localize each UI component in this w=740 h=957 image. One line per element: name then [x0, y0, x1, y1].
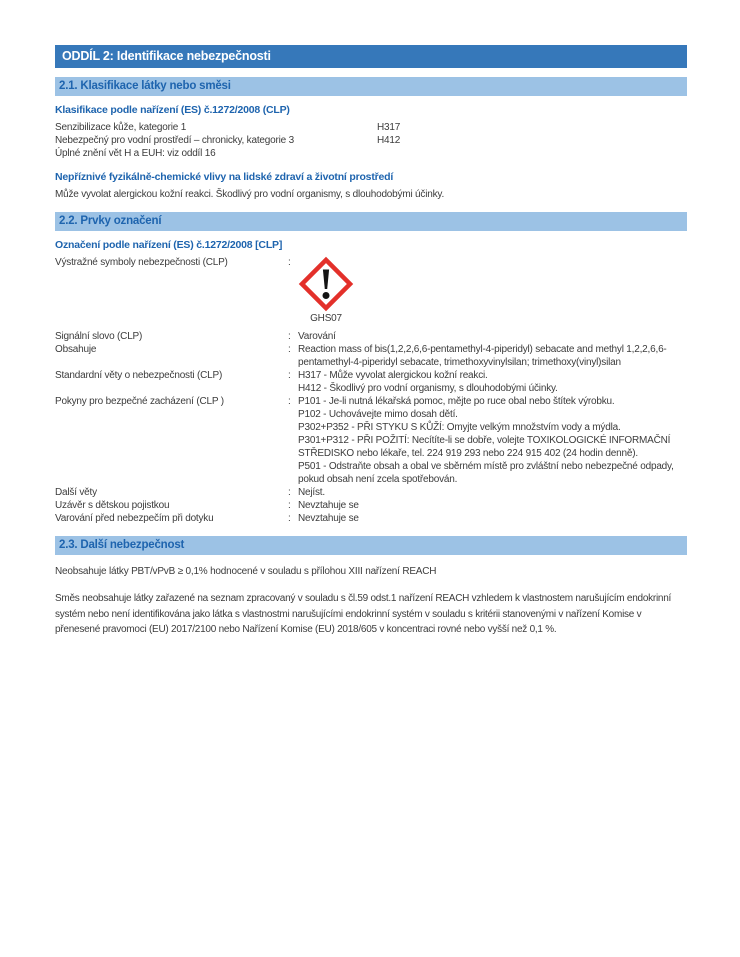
- colon-separator: :: [288, 396, 291, 407]
- colon-separator: :: [288, 370, 291, 381]
- hazard-class-name: Senzibilizace kůže, kategorie 1: [55, 122, 187, 133]
- section-2-3-bar: [55, 536, 687, 555]
- colon-separator: :: [288, 513, 291, 524]
- precautionary-statements-row: [55, 395, 687, 486]
- section-2-title: ODDÍL 2: Identifikace nebezpečnosti: [62, 49, 271, 63]
- tactile-warning-row: [55, 512, 687, 525]
- field-value: Varování: [298, 331, 336, 342]
- section-2-header-bar: [55, 45, 687, 68]
- hazard-pictograms-row: [55, 256, 687, 325]
- clp-labelling-heading: Označení podle nařízení (ES) č.1272/2008 [CLP]: [55, 239, 283, 251]
- field-value: Nejíst.: [298, 487, 325, 498]
- additional-phrases-row: [55, 486, 687, 499]
- field-value: Nevztahuje se: [298, 513, 359, 524]
- colon-separator: :: [288, 257, 291, 268]
- hazard-code: H317: [377, 122, 401, 133]
- classification-row: [55, 121, 687, 134]
- pbt-vpvb-statement: Neobsahuje látky PBT/vPvB ≥ 0,1% hodnocené v souladu s přílohou XIII nařízení REACH: [55, 566, 437, 577]
- ghs07-exclamation-pictogram-icon: [298, 256, 354, 312]
- adverse-effects-text: Může vyvolat alergickou kožní reakci. Škodlivý pro vodní organismy, s dlouhodobými účinky.: [55, 189, 445, 200]
- field-value: P102 - Uchovávejte mimo dosah dětí.: [298, 409, 458, 420]
- signal-word-row: [55, 330, 687, 343]
- clp-classification-heading: Klasifikace podle nařízení (ES) č.1272/2008 (CLP): [55, 104, 290, 116]
- colon-separator: :: [288, 487, 291, 498]
- child-resistant-closure-row: [55, 499, 687, 512]
- field-value: P101 - Je-li nutná lékařská pomoc, mějte po ruce obal nebo štítek výrobku.: [298, 396, 615, 407]
- field-label: Další věty: [55, 487, 97, 498]
- colon-separator: :: [288, 344, 291, 355]
- contains-row: [55, 343, 687, 369]
- endocrine-disruptor-paragraph: Směs neobsahuje látky zařazené na seznam zpracovaný v souladu s čl.59 odst.1 nařízení REACH vzhledem k vlastnostem narušujícím endokrinní systém nebo není identifikována jako látka s vlastnostmi narušujícími endokrinní systém v souladu s kritérii stanovenými v nařízení Komise v přenesené pravomoci (EU) 2017/2100 nebo Nařízení Komise (EU) 2018/605 v koncentraci rovné nebo vyšší než 0,1 %.: [55, 593, 672, 635]
- section-2-2-bar: [55, 212, 687, 231]
- field-label: Signální slovo (CLP): [55, 331, 143, 342]
- field-value: P501 - Odstraňte obsah a obal ve sběrném místě pro zvláštní nebo nebezpečné odpady, pokud obsah není zcela spotřebován.: [298, 461, 674, 485]
- field-label: Uzávěr s dětskou pojistkou: [55, 500, 170, 511]
- field-value: Reaction mass of bis(1,2,2,6,6-pentamethyl-4-piperidyl) sebacate and methyl 1,2,2,6,6-pentamethyl-4-piperidyl sebacate, trimethoxyvinylsilan; trimethoxy(vinyl)silan: [298, 344, 667, 368]
- field-value: H317 - Může vyvolat alergickou kožní reakci.: [298, 370, 488, 381]
- field-value: Nevztahuje se: [298, 500, 359, 511]
- field-value: P302+P352 - PŘI STYKU S KŮŽÍ: Omyjte velkým množstvím vody a mýdla.: [298, 422, 621, 433]
- classification-row: [55, 134, 687, 147]
- pictogram-block: [298, 256, 354, 325]
- section-2-1-title: 2.1. Klasifikace látky nebo směsi: [59, 80, 231, 92]
- section-2-1-bar: [55, 77, 687, 96]
- section-2-2-title: 2.2. Prvky označení: [59, 215, 162, 227]
- field-label: Pokyny pro bezpečné zacházení (CLP ): [55, 396, 224, 407]
- colon-separator: :: [288, 331, 291, 342]
- field-label: Standardní věty o nebezpečnosti (CLP): [55, 370, 223, 381]
- hazard-code: H412: [377, 135, 401, 146]
- pictogram-code-label: GHS07: [310, 313, 342, 324]
- field-label: Varování před nebezpečím při dotyku: [55, 513, 214, 524]
- full-text-note: Úplné znění vět H a EUH: viz oddíl 16: [55, 148, 216, 159]
- field-label: Výstražné symboly nebezpečnosti (CLP): [55, 257, 228, 268]
- hazard-statements-row: [55, 369, 687, 395]
- field-value: P301+P312 - PŘI POŽITÍ: Necítíte-li se dobře, volejte TOXIKOLOGICKÉ INFORMAČNÍ STŘEDISKO nebo lékaře, tel. 224 919 293 nebo 224 915 402 (24 hodin denně).: [298, 435, 671, 459]
- field-value: H412 - Škodlivý pro vodní organismy, s dlouhodobými účinky.: [298, 383, 558, 394]
- colon-separator: :: [288, 500, 291, 511]
- hazard-class-name: Nebezpečný pro vodní prostředí – chronicky, kategorie 3: [55, 135, 294, 146]
- adverse-effects-heading: Nepříznivé fyzikálně-chemické vlivy na lidské zdraví a životní prostředí: [55, 171, 394, 183]
- section-2-3-title: 2.3. Další nebezpečnost: [59, 539, 185, 551]
- field-label: Obsahuje: [55, 344, 97, 355]
